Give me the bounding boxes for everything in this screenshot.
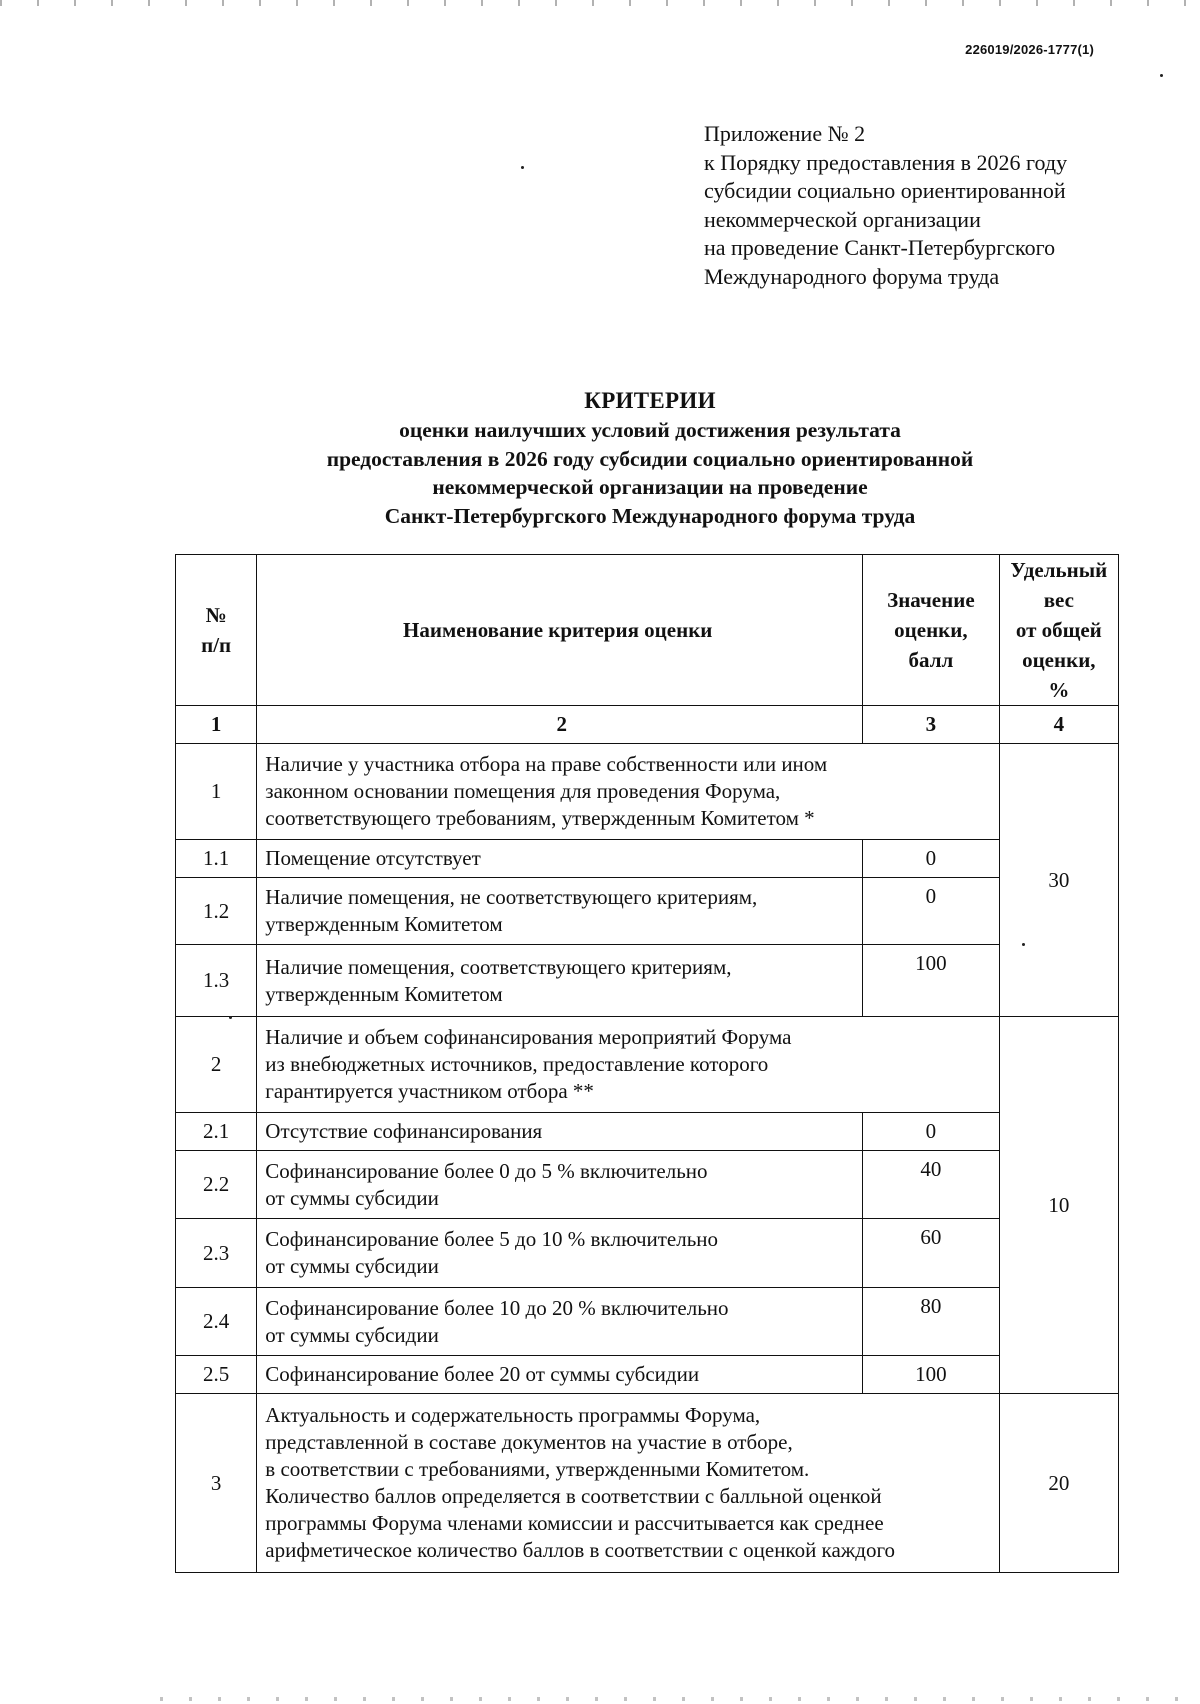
- header-value: [863, 555, 999, 706]
- criterion-row: [176, 1394, 1119, 1573]
- subcriterion-row: [176, 1219, 1119, 1288]
- scan-speck: [521, 166, 524, 169]
- criterion-num: 2: [176, 1017, 257, 1113]
- title-main: КРИТЕРИИ: [584, 388, 716, 413]
- subcriterion-row: [176, 945, 1119, 1017]
- appendix-block: [704, 120, 1067, 291]
- appendix-line: Международного форума труда: [704, 263, 1000, 289]
- appendix-line: Приложение № 2: [704, 121, 866, 146]
- subcriterion-value: 60: [863, 1219, 999, 1288]
- header-value-line: оценки,: [894, 618, 968, 642]
- header-weight-line: вес: [1043, 588, 1074, 612]
- subcriterion-num: 2.5: [176, 1356, 257, 1394]
- subcriterion-name-line: Софинансирование более 10 до 20 % включительно: [265, 1295, 729, 1320]
- criterion-weight: 30: [999, 744, 1118, 1017]
- header-num: [176, 555, 257, 706]
- criterion-name: [257, 1394, 999, 1573]
- column-index: 4: [999, 706, 1118, 744]
- subcriterion-name-line: Софинансирование более 20 от суммы субсидии: [265, 1362, 700, 1386]
- criterion-name-line: Количество баллов определяется в соответствии с балльной оценкой: [265, 1484, 882, 1508]
- criteria-table: [175, 554, 1119, 1573]
- subcriterion-num: 2.4: [176, 1288, 257, 1356]
- title-line: некоммерческой организации на проведение: [432, 475, 868, 499]
- table-header-row: [176, 555, 1119, 706]
- column-index: 3: [863, 706, 999, 744]
- subcriterion-row: [176, 878, 1119, 945]
- criterion-weight: 10: [999, 1017, 1118, 1394]
- header-weight-line: от общей: [1015, 618, 1102, 642]
- column-index-row: [176, 706, 1119, 744]
- subcriterion-name-line: от суммы субсидии: [265, 1322, 439, 1347]
- header-num-line: №: [205, 603, 227, 627]
- header-name: Наименование критерия оценки: [257, 555, 863, 706]
- criterion-num: 3: [176, 1394, 257, 1573]
- subcriterion-value: 0: [863, 840, 999, 878]
- subcriterion-name: [257, 878, 863, 945]
- document-number: 226019/2026-1777(1): [965, 42, 1094, 57]
- criterion-name: [257, 744, 999, 840]
- appendix-line: некоммерческой организации: [704, 206, 981, 232]
- subcriterion-num: 1.2: [176, 878, 257, 945]
- criterion-name-line: представленной в составе документов на участие в отборе,: [265, 1430, 793, 1454]
- subcriterion-name: [257, 1113, 863, 1151]
- criterion-name-line: законном основании помещения для проведения Форума,: [265, 779, 781, 803]
- header-value-line: балл: [908, 648, 954, 672]
- subcriterion-name: [257, 840, 863, 878]
- title-line: Санкт-Петербургского Международного форума труда: [384, 503, 916, 528]
- scan-speck: [229, 1016, 232, 1019]
- subcriterion-num: 1.1: [176, 840, 257, 878]
- subcriterion-value: 100: [863, 945, 999, 1017]
- subcriterion-value: 100: [863, 1356, 999, 1394]
- criterion-name-line: соответствующего требованиям, утвержденным Комитетом *: [265, 806, 815, 830]
- subcriterion-name-line: Наличие помещения, соответствующего критериям,: [265, 954, 732, 979]
- criterion-name-line: программы Форума членами комиссии и рассчитывается как среднее: [265, 1511, 884, 1535]
- scan-speck: [1160, 74, 1163, 77]
- header-weight-line: Удельный: [1010, 558, 1108, 582]
- subcriterion-name: [257, 1288, 863, 1356]
- subcriterion-name: [257, 1151, 863, 1219]
- criterion-row: [176, 1017, 1119, 1113]
- subcriterion-name-line: Отсутствие софинансирования: [265, 1119, 543, 1143]
- header-weight-line: %: [1048, 678, 1070, 702]
- subcriterion-name-line: утвержденным Комитетом: [265, 981, 503, 1006]
- appendix-line: на проведение Санкт-Петербургского: [704, 235, 1056, 260]
- appendix-line: субсидии социально ориентированной: [704, 178, 1066, 203]
- subcriterion-value: 80: [863, 1288, 999, 1356]
- subcriterion-name-line: утвержденным Комитетом: [265, 912, 503, 936]
- header-weight: [999, 555, 1118, 706]
- subcriterion-value: 0: [863, 878, 999, 945]
- column-index: 1: [176, 706, 257, 744]
- title-line: предоставления в 2026 году субсидии социально ориентированной: [326, 446, 974, 471]
- subcriterion-name: [257, 945, 863, 1017]
- criterion-name-line: гарантируется участником отбора **: [265, 1079, 594, 1103]
- subcriterion-name-line: Помещение отсутствует: [265, 846, 481, 870]
- document-title: [180, 386, 1120, 530]
- subcriterion-row: [176, 1113, 1119, 1151]
- subcriterion-name-line: Софинансирование более 0 до 5 % включительно: [265, 1158, 708, 1183]
- scan-artifact-top: [0, 0, 1200, 6]
- subcriterion-num: 1.3: [176, 945, 257, 1017]
- header-num-line: п/п: [201, 633, 232, 657]
- subcriterion-row: [176, 840, 1119, 878]
- scan-speck: [1022, 943, 1025, 946]
- subcriterion-name-line: от суммы субсидии: [265, 1254, 439, 1278]
- criterion-name-line: из внебюджетных источников, предоставление которого: [265, 1052, 769, 1076]
- subcriterion-row: [176, 1288, 1119, 1356]
- criterion-name-line: Наличие у участника отбора на праве собственности или ином: [265, 752, 828, 776]
- criterion-num: 1: [176, 744, 257, 840]
- subcriterion-name: [257, 1356, 863, 1394]
- subcriterion-value: 0: [863, 1113, 999, 1151]
- subcriterion-num: 2.2: [176, 1151, 257, 1219]
- subcriterion-name-line: от суммы субсидии: [265, 1185, 439, 1210]
- subcriterion-name-line: Наличие помещения, не соответствующего критериям,: [265, 885, 758, 909]
- header-weight-line: оценки,: [1022, 648, 1096, 672]
- subcriterion-row: [176, 1356, 1119, 1394]
- criterion-name-line: арифметическое количество баллов в соответствии с оценкой каждого: [265, 1538, 896, 1562]
- subcriterion-name-line: Софинансирование более 5 до 10 % включительно: [265, 1227, 719, 1251]
- subcriterion-value: 40: [863, 1151, 999, 1219]
- appendix-line: к Порядку предоставления в 2026 году: [704, 149, 1068, 175]
- criterion-row: [176, 744, 1119, 840]
- criterion-name: [257, 1017, 999, 1113]
- criterion-name-line: в соответствии с требованиями, утвержденными Комитетом.: [265, 1457, 810, 1481]
- criterion-weight: 20: [999, 1394, 1118, 1573]
- scan-artifact-bottom: [160, 1697, 1200, 1701]
- subcriterion-name: [257, 1219, 863, 1288]
- title-line: оценки наилучших условий достижения результата: [399, 418, 901, 442]
- subcriterion-num: 2.1: [176, 1113, 257, 1151]
- header-value-line: Значение: [887, 588, 975, 612]
- criterion-name-line: Наличие и объем софинансирования мероприятий Форума: [265, 1025, 792, 1049]
- subcriterion-row: [176, 1151, 1119, 1219]
- column-index: 2: [257, 706, 863, 744]
- subcriterion-num: 2.3: [176, 1219, 257, 1288]
- criterion-name-line: Актуальность и содержательность программы Форума,: [265, 1403, 761, 1427]
